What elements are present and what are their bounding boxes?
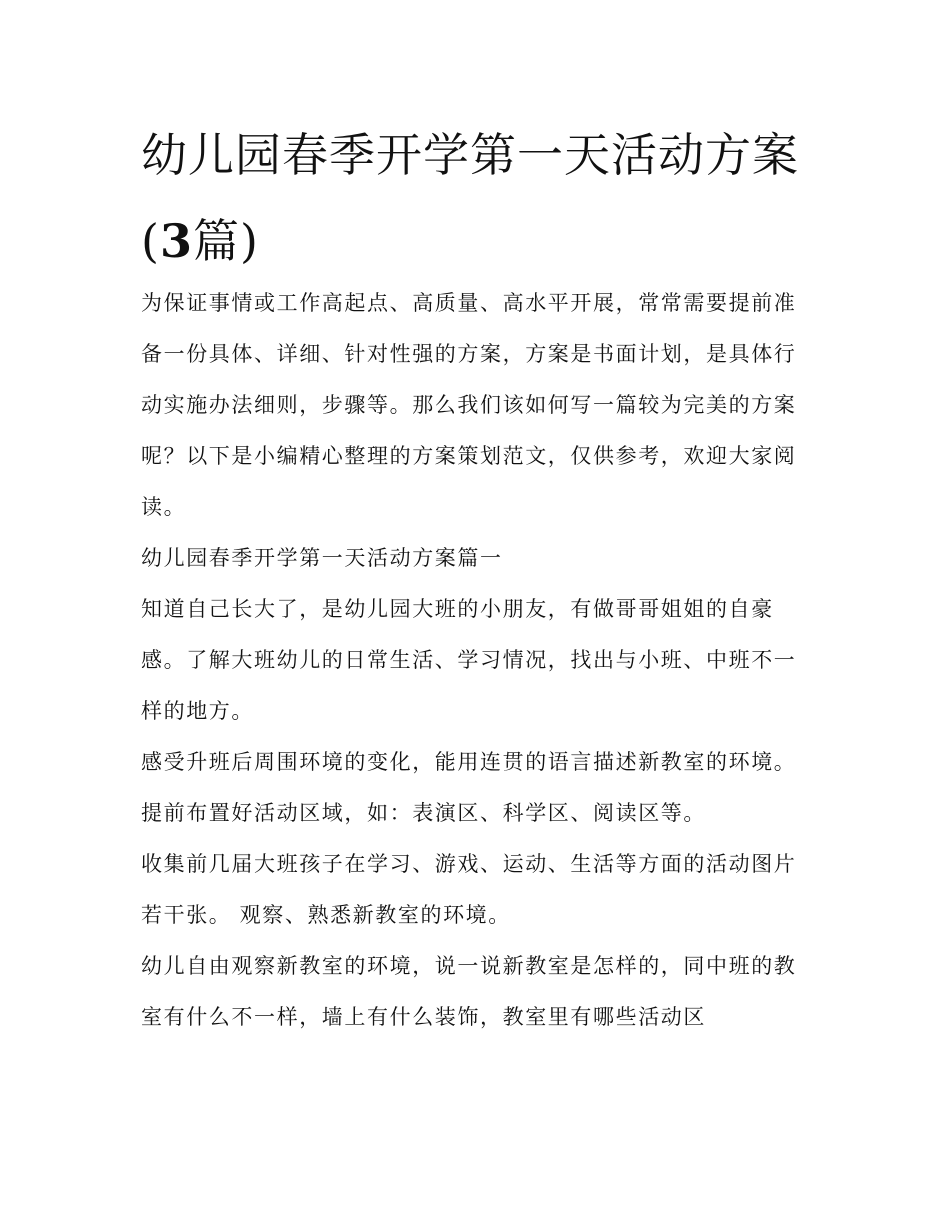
body-paragraph: 收集前几届大班孩子在学习、游戏、运动、生活等方面的活动图片若干张。 观察、熟悉新教室的环境。 — [141, 852, 797, 927]
body-paragraph: 感受升班后周围环境的变化，能用连贯的语言描述新教室的环境。 提前布置好活动区域，如：表演区、科学区、阅读区等。 — [141, 750, 797, 825]
section-heading: 幼儿园春季开学第一天活动方案篇一 — [141, 546, 503, 570]
title-text-part2: 篇) — [192, 214, 259, 268]
intro-paragraph: 为保证事情或工作高起点、高质量、高水平开展，常常需要提前准备一份具体、详细、针对性强的方案，方案是书面计划，是具体行动实施办法细则，步骤等。那么我们该如何写一篇较为完美的方案呢？以下是小编精心整理的方案策划范文，仅供参考，欢迎大家阅读。 — [141, 291, 797, 519]
body-paragraph: 知道自己长大了，是幼儿园大班的小朋友，有做哥哥姐姐的自豪感。了解大班幼儿的日常生活、学习情况，找出与小班、中班不一样的地方。 — [141, 597, 797, 723]
body-paragraph: 幼儿自由观察新教室的环境，说一说新教室是怎样的，同中班的教室有什么不一样，墙上有什么装饰，教室里有哪些活动区 — [141, 954, 797, 1029]
document-body — [141, 278, 813, 1043]
title-number: 3 — [159, 214, 193, 268]
title-text-part1: 幼儿园春季开学第一天活动方案( — [141, 128, 799, 268]
document-title — [141, 112, 821, 284]
